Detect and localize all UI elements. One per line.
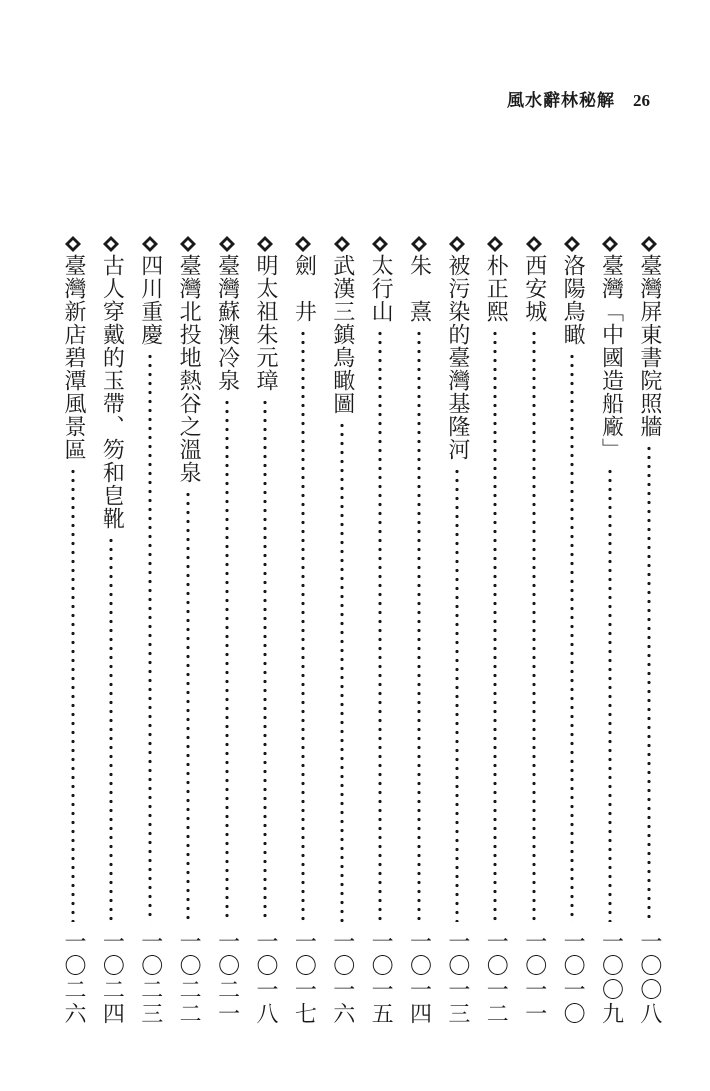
toc-entry [171,236,205,1026]
dot-leader [109,536,113,922]
diamond-bullet-icon [602,236,618,252]
diamond-bullet-icon [526,236,542,252]
toc-entry-title: 朱 熹 [406,254,432,323]
dot-leader [570,352,574,922]
toc-entry-page: 一〇一〇 [560,930,586,1026]
diamond-bullet-icon [219,236,235,252]
toc-entry-page: 一〇二六 [61,930,86,1026]
diamond-bullet-icon [142,236,158,252]
toc-entry-page: 一〇一五 [368,930,394,1026]
toc-entry-page: 一〇一四 [406,930,432,1026]
toc-entry [210,236,244,1026]
toc-entry [363,236,397,1026]
toc-entry-title: 武漢三鎮鳥瞰圖 [329,254,355,415]
dot-leader [647,444,651,922]
dot-leader [608,467,612,922]
toc-entry [440,236,474,1026]
toc-entry-page: 一〇一八 [252,930,278,1026]
dot-leader [532,329,536,922]
toc-entry-title: 古人穿戴的玉帶、笏和皀靴 [99,254,125,530]
dot-leader [340,421,344,922]
toc-entry [478,236,512,1026]
book-title: 風水辭林秘解 [507,91,615,111]
diamond-bullet-icon [641,236,657,252]
dot-leader [263,398,267,922]
dot-leader [455,467,459,922]
toc-entry-page: 一〇二三 [137,930,163,1026]
toc-entry-title: 臺灣北投地熱谷之溫泉 [176,254,202,484]
diamond-bullet-icon [372,236,388,252]
diamond-bullet-icon [180,236,196,252]
toc-entry-page: 一〇二二 [176,930,202,1026]
dot-leader [71,467,75,922]
toc-entry-title: 明太祖朱元璋 [252,254,278,392]
toc-entry-page: 一〇二一 [214,930,240,1026]
diamond-bullet-icon [564,236,580,252]
toc-entry-page: 一〇一六 [329,930,355,1026]
toc-entry-page: 一〇一一 [521,930,547,1026]
toc-entry-page: 一〇一七 [291,930,317,1026]
toc-entry [248,236,282,1026]
toc-entry-title: 西安城 [521,254,547,323]
toc-entry [56,236,90,1026]
dot-leader [301,329,305,922]
toc-entry [94,236,128,1026]
toc-entry-title: 被污染的臺灣基隆河 [444,254,470,461]
diamond-bullet-icon [103,236,119,252]
page-number: 26 [633,91,650,110]
toc-entry-page: 一〇〇八 [636,930,662,1026]
diamond-bullet-icon [487,236,503,252]
diamond-bullet-icon [411,236,427,252]
dot-leader [417,329,421,922]
toc-entry [133,236,167,1026]
toc-entry-page: 一〇一二 [483,930,509,1026]
diamond-bullet-icon [334,236,350,252]
toc-entry [517,236,551,1026]
toc-entry [325,236,359,1026]
toc-entry-page: 一〇二四 [99,930,125,1026]
toc-entry-title: 臺灣屏東書院照牆 [636,254,662,438]
toc-entry [402,236,436,1026]
toc-entry-title: 洛陽鳥瞰 [560,254,586,346]
toc-entry-title: 臺灣蘇澳冷泉 [214,254,240,392]
toc-entry-title: 四川重慶 [137,254,163,346]
dot-leader [186,490,190,922]
diamond-bullet-icon [449,236,465,252]
diamond-bullet-icon [257,236,273,252]
dot-leader [378,329,382,922]
toc-entry [593,236,627,1026]
dot-leader [493,329,497,922]
toc-entry-page: 一〇〇九 [598,930,624,1026]
running-header [507,86,650,111]
diamond-bullet-icon [295,236,311,252]
toc-entry-page: 一〇一三 [444,930,470,1026]
table-of-contents [56,236,666,1026]
toc-entry-title: 太行山 [368,254,394,323]
toc-entry-title: 劍 井 [291,254,317,323]
dot-leader [225,398,229,922]
toc-entry-title: 臺灣「中國造船廠」 [598,254,624,461]
toc-entry [632,236,666,1026]
toc-entry [555,236,589,1026]
dot-leader [148,352,152,922]
toc-entry [286,236,320,1026]
toc-entry-title: 臺灣新店碧潭風景區 [61,254,86,461]
diamond-bullet-icon [65,236,81,252]
toc-entry-title: 朴正熙 [483,254,509,323]
